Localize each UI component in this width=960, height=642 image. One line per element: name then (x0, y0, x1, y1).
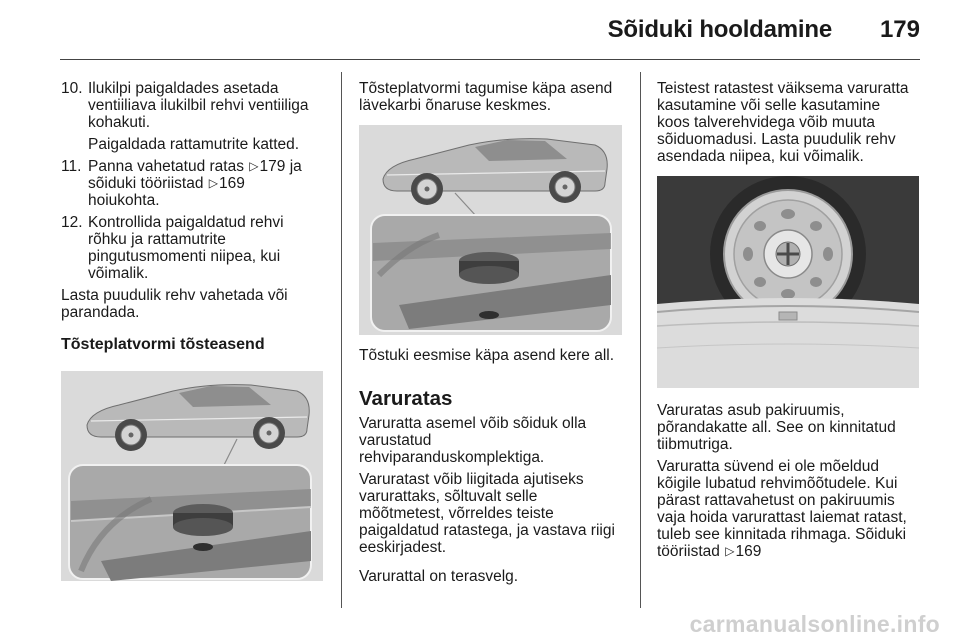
page-ref-arrow-icon: ▷ (208, 176, 218, 190)
step-text-line: Ilukilpi paigaldades asetada (88, 80, 279, 97)
lift-rear-figure (61, 371, 323, 581)
paragraph-line: rehviparanduskomplektiga. (359, 449, 545, 466)
step-text-line: võimalik. (88, 265, 149, 282)
paragraph-line: tuleb see kinnitada rihmaga. Sõiduki (657, 526, 907, 543)
step-text: Panna vahetatud ratas (88, 158, 244, 175)
page-number: 179 (879, 16, 920, 43)
subheading: Tõsteplatvormi tõsteasend (61, 336, 265, 353)
paragraph-line: Varurattal on terasvelg. (359, 568, 519, 585)
step-text-line: ventiiliava ilukilbil rehvi ventiiliga (88, 97, 309, 114)
section-title: Sõiduki hooldamine (607, 16, 832, 43)
step-text-line (88, 158, 302, 177)
paragraph-line: Varuratta süvend ei ole mõeldud (657, 458, 880, 475)
step-text: sõiduki tööriistad (88, 175, 204, 192)
paragraph-line: varurattaks, sõltuvalt selle (359, 488, 538, 505)
paragraph-line: koos talverehvidega võib muuta (657, 114, 875, 131)
paragraph-line: asendada niipea, kui võimalik. (657, 148, 864, 165)
step-text-line (88, 175, 245, 194)
section-heading: Varuratas (359, 387, 453, 410)
paragraph-line: parandada. (61, 304, 140, 321)
step-text-line: Paigaldada rattamutrite katted. (88, 136, 300, 153)
step-number: 10. (61, 80, 83, 97)
step-text-line: Kontrollida paigaldatud rehvi (88, 214, 284, 231)
column-divider-1 (341, 72, 342, 608)
paragraph-line: pärast rattavahetust on pakiruumis (657, 492, 895, 509)
paragraph-line: vaja hoida varurattast laiemat ratast, (657, 509, 907, 526)
paragraph-line: tiibmutriga. (657, 436, 733, 453)
paragraph-line: Varuratta asemel võib sõiduk olla (359, 415, 587, 432)
paragraph-line: sõiduomadusi. Lasta puudulik rehv (657, 131, 896, 148)
page-ref: 169 (735, 543, 762, 560)
paragraph-line: põrandakatte all. See on kinnitatud (657, 419, 896, 436)
paragraph-line: eeskirjadest. (359, 539, 447, 556)
paragraph-line: kasutamine või selle kasutamine (657, 97, 881, 114)
step-text-line: rõhku ja rattamutrite (88, 231, 226, 248)
step-text-line: kohakuti. (88, 114, 151, 131)
paragraph-line: paigaldatud ratastega, ja vastava riigi (359, 522, 615, 539)
page-ref-arrow-icon: ▷ (725, 544, 735, 558)
paragraph-line: lävekarbi õnaruse keskmes. (359, 97, 552, 114)
paragraph-line: varustatud (359, 432, 432, 449)
paragraph-line: Varuratas asub pakiruumis, (657, 402, 845, 419)
paragraph-line: Lasta puudulik rehv vahetada või (61, 287, 288, 304)
paragraph-line (657, 543, 761, 562)
step-number: 11. (61, 158, 82, 175)
step-text-line: pingutusmomenti niipea, kui (88, 248, 281, 265)
paragraph-line: Varuratast võib liigitada ajutiseks (359, 471, 584, 488)
watermark-url: carmanualsonline.info (689, 611, 940, 637)
step-number: 12. (61, 214, 83, 231)
figure-caption: Tõstuki eesmise käpa asend kere all. (359, 347, 615, 364)
spare-wheel-figure (657, 176, 919, 388)
page-ref: 179 ja (259, 158, 302, 175)
paragraph-line: kõigile lubatud rehvimõõtudele. Kui (657, 475, 898, 492)
lift-front-figure (359, 125, 622, 335)
page-ref-arrow-icon: ▷ (249, 159, 259, 173)
page-header (60, 0, 920, 60)
paragraph-line: mõõtmetest, võrreldes teiste (359, 505, 554, 522)
paragraph-text: tööriistad (657, 543, 720, 560)
column-divider-2 (640, 72, 641, 608)
paragraph-line: Teistest ratastest väiksema varuratta (657, 80, 909, 97)
page-ref: 169 (219, 175, 245, 192)
step-text-line: hoiukohta. (88, 192, 160, 209)
paragraph-line: Tõsteplatvormi tagumise käpa asend (359, 80, 613, 97)
